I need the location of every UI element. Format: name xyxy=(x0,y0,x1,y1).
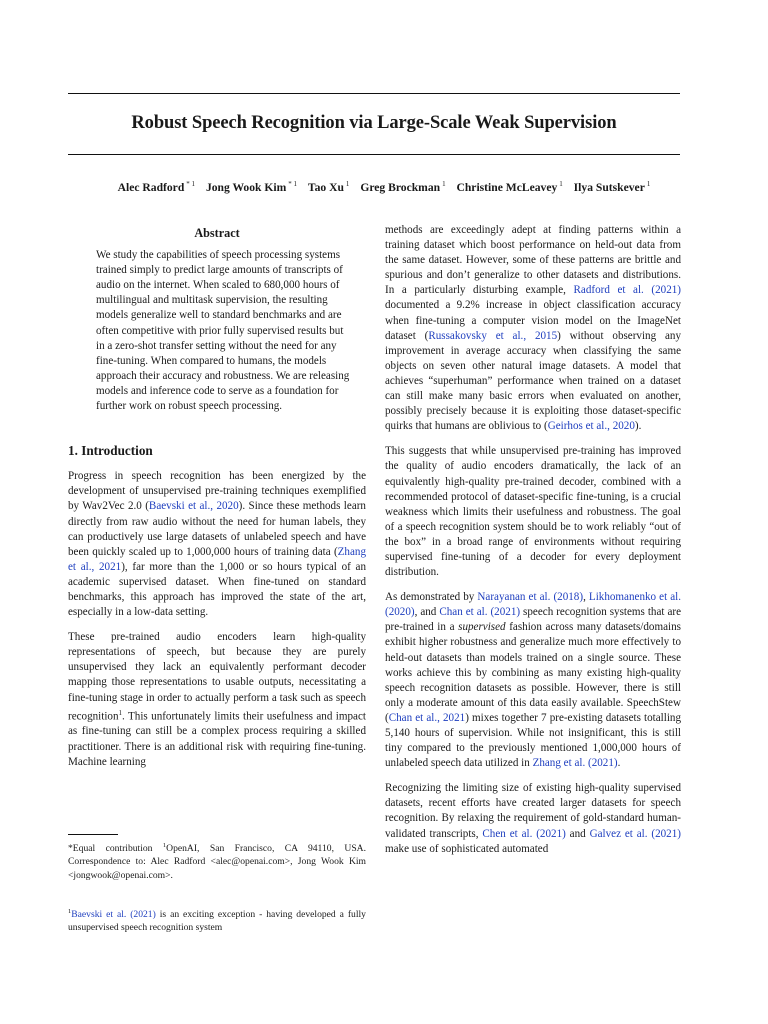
intro-paragraph-1: Progress in speech recognition has been energized by the development of unsupervised pre-training techniques exemplified by Wav2Vec 2.0 (Baevski et al., 2020). Since these methods learn directly from raw audio without the need for human labels, they can productively use large datasets of unlabeled speech and have been quickly scaled up to 1,000,000 hours of training data (Zhang et al., 2021), far more than the 1,000 or so hours typical of an academic supervised dataset. When fine-tuned on standard benchmarks, this approach has improved the state of the art, especially in a low-data setting. xyxy=(68,470,367,619)
abstract-heading: Abstract xyxy=(194,226,240,240)
citation-link[interactable]: Russakovsky et al., 2015 xyxy=(428,329,558,342)
footnote-1: $^1$Baevski et al. (2021) is an exciting exception - having developed a fully unsupervised speech recognition system xyxy=(68,907,366,934)
right-paragraph-1: methods are exceedingly adept at finding patterns within a training dataset which boost performance on held-out data from the same dataset. However, some of these patterns are brittle and spurious and don’t generalize to other datasets and distributions. In a particularly disturbing example, Radford et al. (2021) documented a 9.2% increase in object classification accuracy when fine-tuning a computer vision model on the ImageNet dataset (Russakovsky et al., 2015) without observing any improvement in average accuracy when classifying the same objects on seven other natural image datasets. A model that achieves “superhuman” performance when trained on a dataset can still make many basic errors when evaluated on another, possibly precisely because it is exploiting those dataset-specific quirks that humans are oblivious to (Geirhos et al., 2020). xyxy=(385,224,681,433)
right-paragraph-4: Recognizing the limiting size of existing high-quality supervised datasets, recent efforts have created larger datasets for speech recognition. By relaxing the requirement of gold-standard human-validated transcripts, Chen et al. (2021) and Galvez et al. (2021) make use of sophisticated automated xyxy=(385,782,681,855)
author-4: Greg Brockman $^1$ xyxy=(360,180,446,194)
author-list xyxy=(40,180,728,194)
right-column xyxy=(385,223,681,867)
footnote-rule xyxy=(68,834,118,835)
author-2: Jong Wook Kim $^{* 1}$ xyxy=(205,180,298,194)
footnote-affiliation: *Equal contribution $^1$OpenAI, San Francisco, CA 94110, USA. Correspondence to: Alec Radford <alec@openai.com>, Jong Wook Kim <jongwook@openai.com>. xyxy=(68,842,366,881)
citation-link[interactable]: Baevski et al., 2020 xyxy=(148,500,239,513)
citation-link[interactable]: Chan et al., 2021 xyxy=(388,711,466,724)
left-column xyxy=(68,226,366,780)
citation-link[interactable]: Zhang et al. (2021) xyxy=(532,757,618,770)
citation-link[interactable]: Baevski et al. (2021) xyxy=(71,908,156,920)
title-bottom-rule xyxy=(68,154,680,155)
intro-paragraph-2: These pre-trained audio encoders learn high-quality representations of speech, but because they are purely unsupervised they lack an equivalently performant decoder mapping those representations to usable outputs, necessitating a fine-tuning stage in order to actually perform a task such as speech recognition$^1$. This unfortunately limits their usefulness and impact as fine-tuning can still be a complex process requiring a skilled practitioner. There is an additional risk with requiring fine-tuning. Machine learning xyxy=(68,631,366,768)
footnotes xyxy=(68,834,366,934)
author-6: Ilya Sutskever $^1$ xyxy=(573,180,651,194)
citation-link[interactable]: Likhomanenko et al. (2020) xyxy=(385,591,682,619)
author-3: Tao Xu $^1$ xyxy=(307,180,350,194)
title-top-rule xyxy=(68,93,680,94)
paper-title: Robust Speech Recognition via Large-Scale Weak Supervision xyxy=(131,113,617,133)
right-paragraph-2: This suggests that while unsupervised pre-training has improved the quality of audio encoders dramatically, the lack of an equivalently high-quality pre-trained decoder, combined with a recommended protocol of dataset-specific fine-tuning, is a crucial weakness which limits their usefulness and robustness. The goal of a speech recognition system should be to work reliably “out of the box” in a broad range of environments without requiring supervised fine-tuning of a decoder for every deployment distribution. xyxy=(385,445,681,579)
citation-link[interactable]: Narayanan et al. (2018) xyxy=(477,591,584,604)
citation-link[interactable]: Galvez et al. (2021) xyxy=(589,827,681,840)
intro-heading: 1. Introduction xyxy=(68,443,153,459)
author-5: Christine McLeavey $^1$ xyxy=(456,180,563,194)
citation-link[interactable]: Chan et al. (2021) xyxy=(439,606,521,619)
abstract-body: We study the capabilities of speech processing systems trained simply to predict large amounts of transcripts of audio on the internet. When scaled to 680,000 hours of multilingual and multitask supervision, the resulting models generalize well to standard benchmarks and are often competitive with prior fully supervised results but in a zero-shot transfer setting without the need for any fine-tuning. When compared to humans, the models approach their accuracy and robustness. We are releasing models and inference code to serve as a foundation for further work on robust speech processing. xyxy=(96,249,350,413)
citation-link[interactable]: Zhang et al., 2021 xyxy=(68,545,366,573)
author-1: Alec Radford $^{* 1}$ xyxy=(117,180,196,194)
footnote-ref[interactable]: 1 xyxy=(118,708,123,717)
citation-link[interactable]: Chen et al. (2021) xyxy=(482,827,566,840)
citation-link[interactable]: Radford et al. (2021) xyxy=(573,284,681,297)
right-paragraph-3: As demonstrated by Narayanan et al. (2018), Likhomanenko et al. (2020), and Chan et al. (2021) speech recognition systems that are pre-trained in a supervised fashion across many datasets/domains exhibit higher robustness and generalize much more effectively to held-out datasets than models trained on a single source. These works achieve this by combining as many existing high-quality speech recognition datasets as possible. However, there is still only a moderate amount of this data easily available. SpeechStew (Chan et al., 2021) mixes together 7 pre-existing datasets totalling 5,140 hours of supervision. While not insignificant, this is still tiny compared to the previously mentioned 1,000,000 hours of unlabeled speech data utilized in Zhang et al. (2021). xyxy=(385,591,682,770)
citation-link[interactable]: Geirhos et al., 2020 xyxy=(547,420,635,433)
